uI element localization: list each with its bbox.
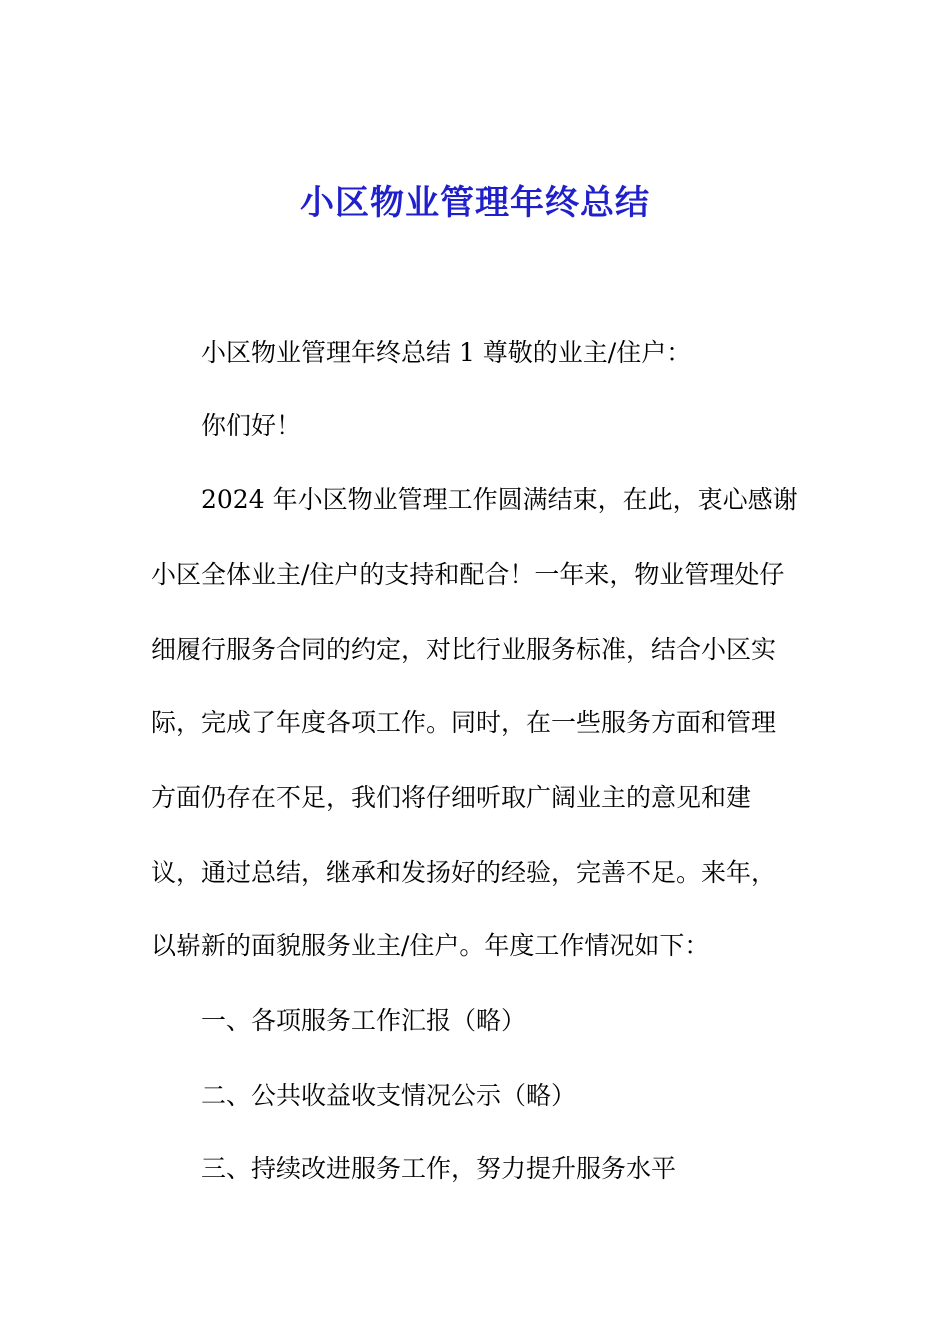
section-heading-2: 二、公共收益收支情况公示（略） xyxy=(201,1081,577,1110)
paragraph-line: 小区全体业主/住户的支持和配合！一年来，物业管理处仔 xyxy=(151,560,785,589)
paragraph-line: 细履行服务合同的约定，对比行业服务标准，结合小区实 xyxy=(151,635,777,664)
paragraph-line: 2024 年小区物业管理工作圆满结束，在此，衷心感谢 xyxy=(201,485,798,514)
document-title: 小区物业管理年终总结 xyxy=(300,183,650,223)
section-heading-3: 三、持续改进服务工作，努力提升服务水平 xyxy=(201,1154,677,1183)
greeting-line: 小区物业管理年终总结 1 尊敬的业主/住户： xyxy=(201,338,692,367)
paragraph-line: 以崭新的面貌服务业主/住户。年度工作情况如下： xyxy=(151,931,710,960)
section-heading-1: 一、各项服务工作汇报（略） xyxy=(201,1006,527,1035)
salutation-line: 你们好！ xyxy=(201,411,302,440)
paragraph-line: 议，通过总结，继承和发扬好的经验，完善不足。来年， xyxy=(151,858,777,887)
paragraph-line: 际，完成了年度各项工作。同时，在一些服务方面和管理 xyxy=(151,708,777,737)
paragraph-line: 方面仍存在不足，我们将仔细听取广阔业主的意见和建 xyxy=(151,783,752,812)
